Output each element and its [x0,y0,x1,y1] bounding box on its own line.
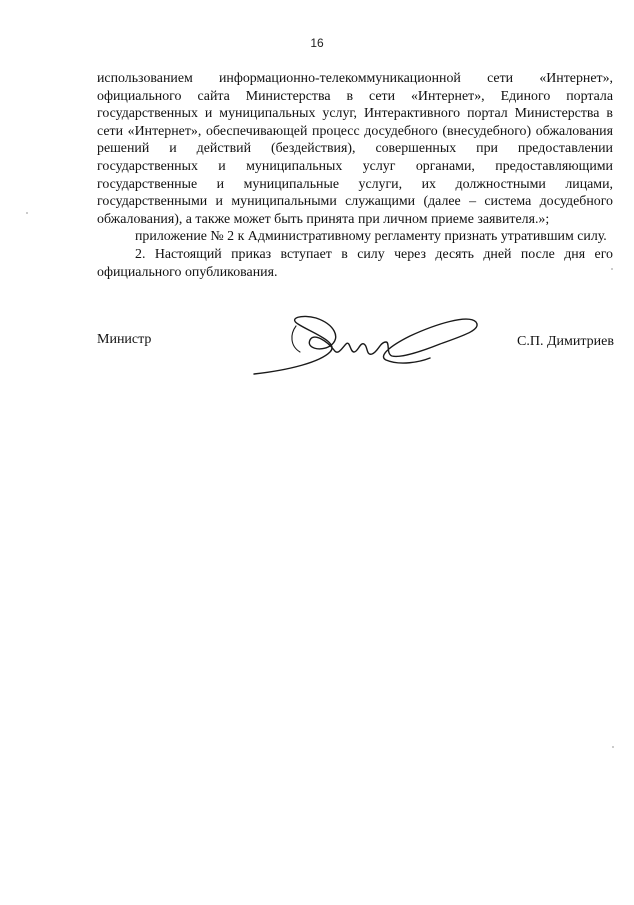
scan-speck [612,746,614,748]
signatory-name: С.П. Димитриев [517,334,614,349]
handwritten-signature [250,312,490,382]
scan-speck [26,212,28,214]
paragraph-appendix: приложение № 2 к Административному регламенту признать утратившим силу. [135,229,607,245]
signatory-title: Министр [97,332,152,347]
paragraph-effective-date: 2. Настоящий приказ вступает в силу через десять дней после дня его официального опубликования. [97,246,613,280]
page-number: 16 [310,36,324,50]
scan-speck [611,268,613,270]
document-body [97,70,613,281]
signature-block [0,312,634,382]
paragraph-continuation: использованием информационно-телекоммуникационной сети «Интернет», официального сайта Министерства в сети «Интернет», Единого портала государственных и муниципальных услуг, Интерактивного портал Министерства в сети «Интернет», обеспечивающей процесс досудебного (внесудебного) обжалования решений и действий (бездействия), совершенных при предоставлении государственных и муниципальных услуг органами, предоставляющими государственные и муниципальные услуги, их должностными лицами, государственными и муниципальными служащими (далее – система досудебного обжалования), а также может быть принята при личном приеме заявителя.»; [97,71,613,227]
